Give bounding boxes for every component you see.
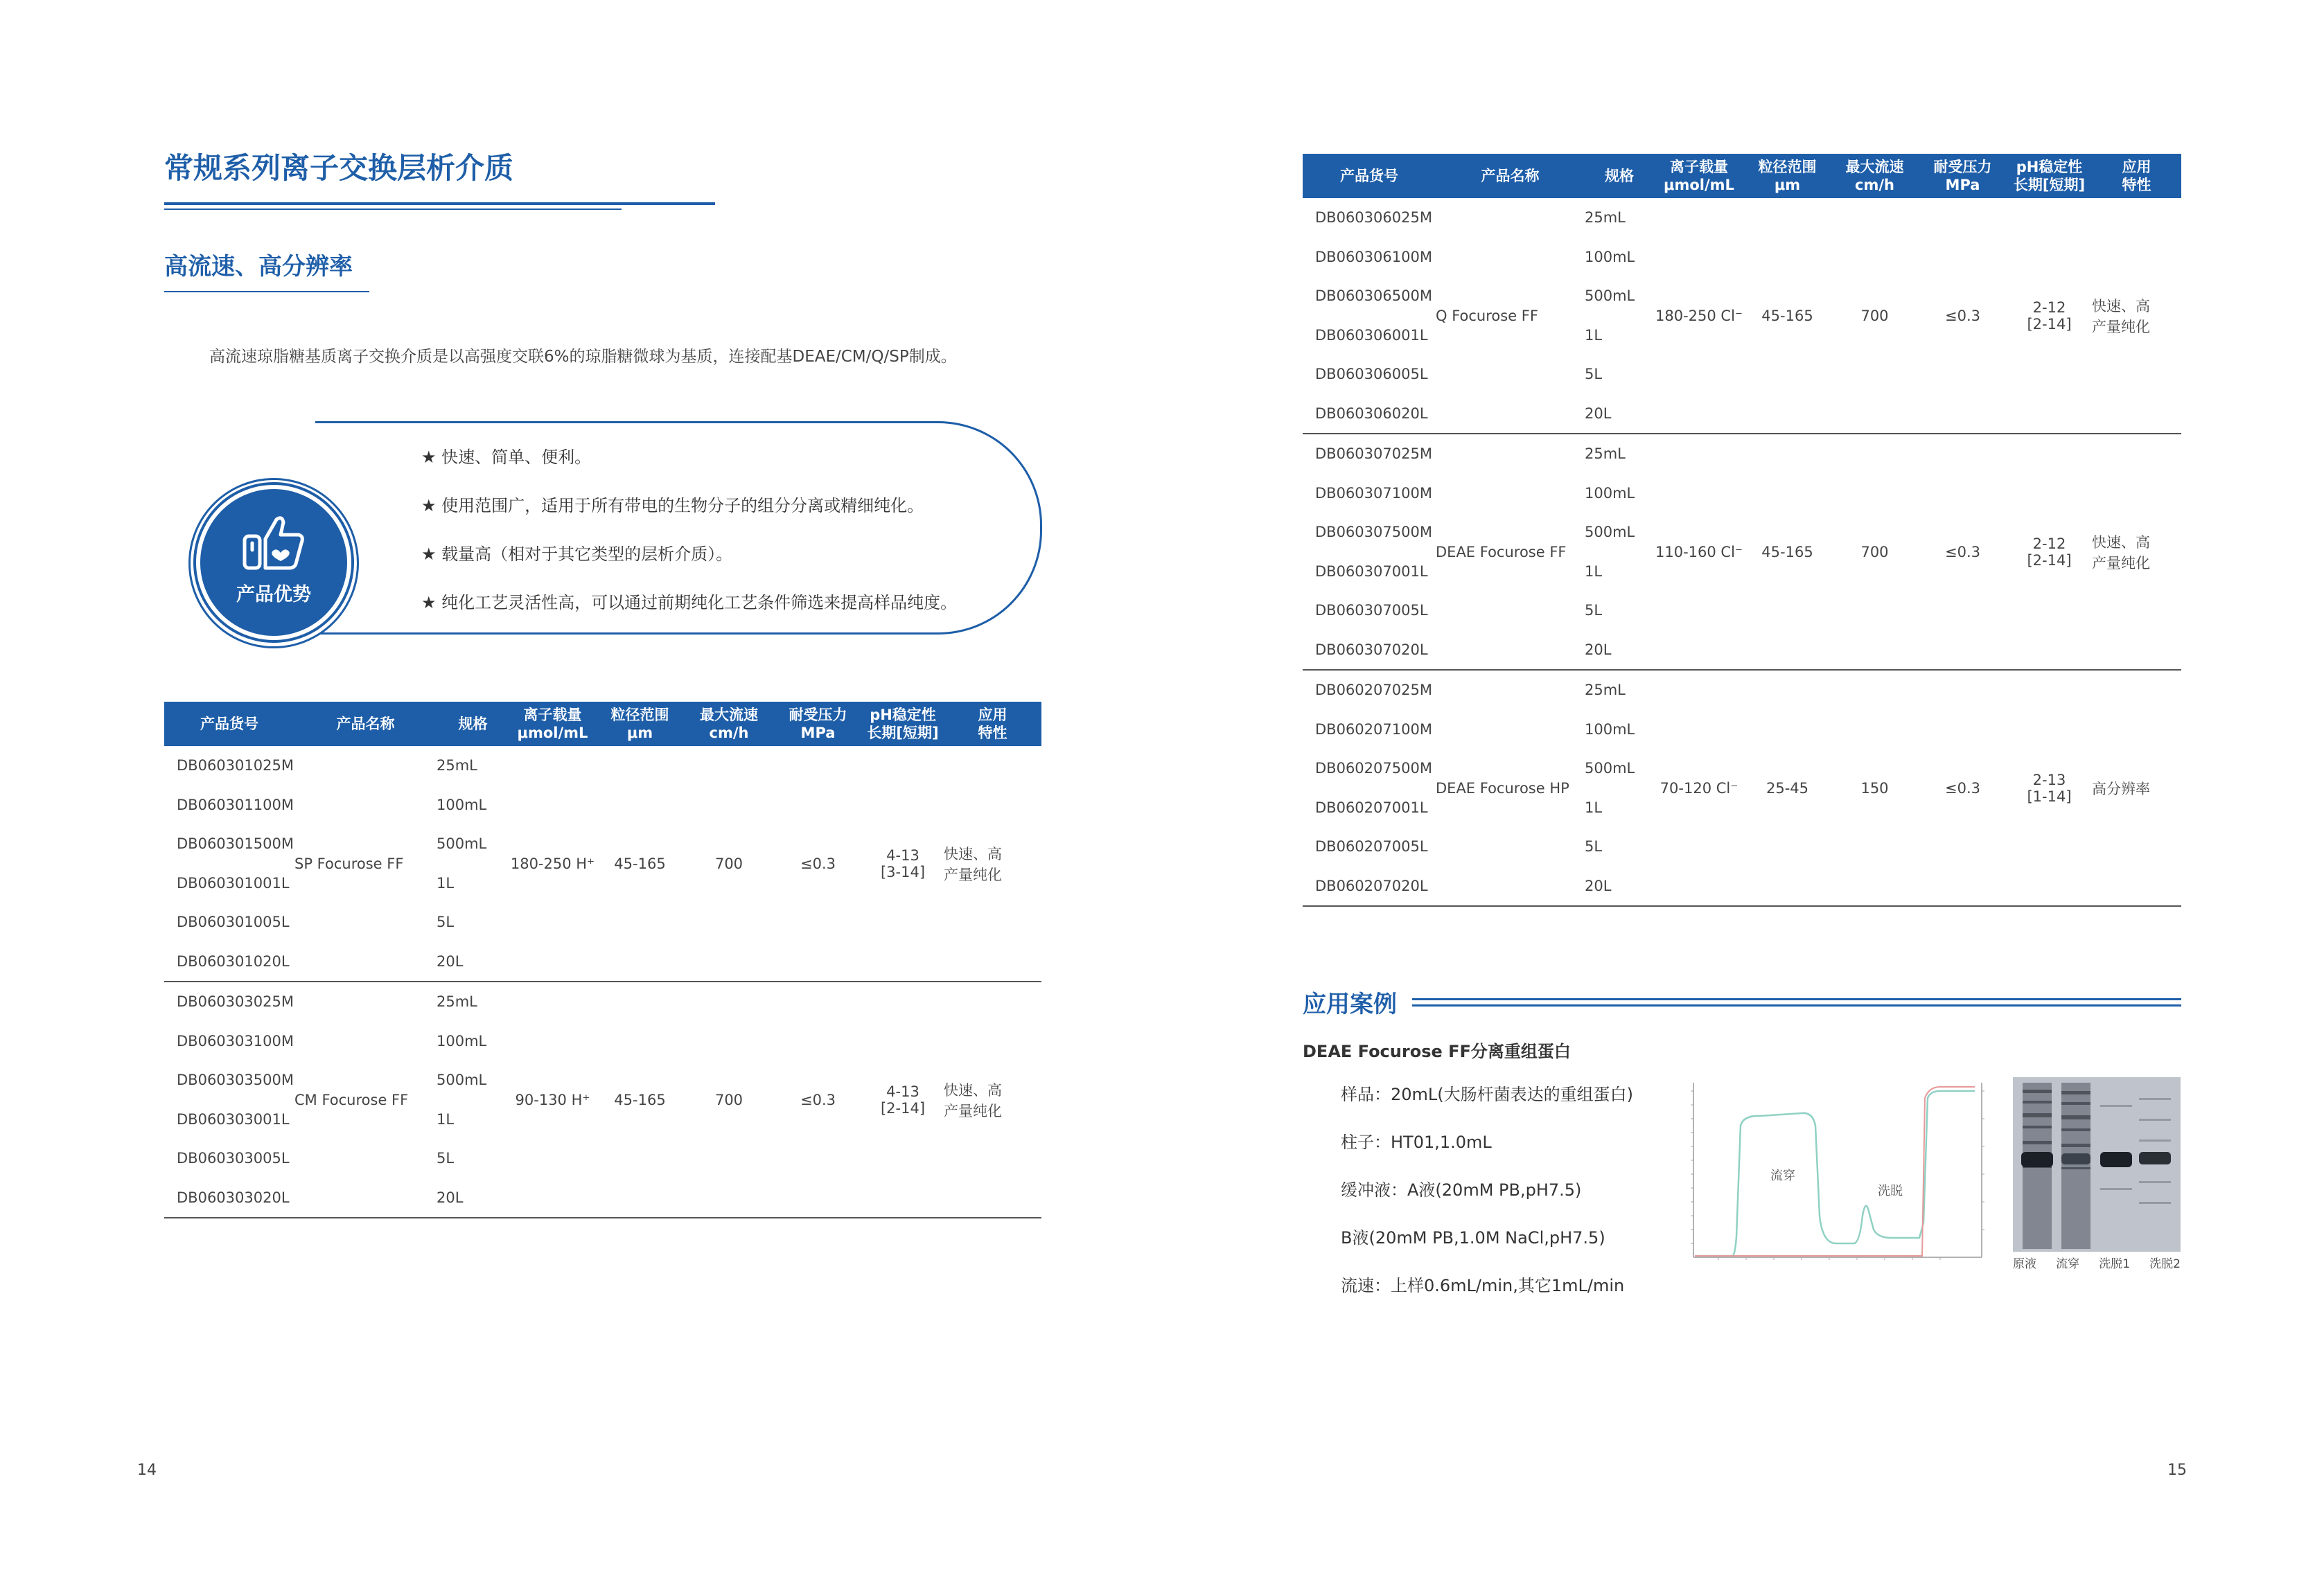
product-code: DB060307500M — [1315, 524, 1432, 541]
product-code: DB060306500M — [1315, 287, 1432, 305]
subtitle-underline — [164, 291, 369, 292]
column-header: 粒径范围 μm — [596, 702, 684, 746]
max-pressure: ≤0.3 — [1919, 434, 2007, 670]
detail-item: 缓冲液：A液(20mM PB,pH7.5) — [1341, 1180, 1582, 1200]
product-size: 25mL — [1585, 682, 1626, 699]
max-pressure: ≤0.3 — [774, 982, 862, 1218]
particle-size: 45-165 — [596, 982, 684, 1218]
application-rule — [1412, 1004, 2181, 1007]
ph-stability: 4-13 [3-14] — [862, 746, 944, 982]
product-size: 1L — [1585, 562, 1603, 580]
product-size: 100mL — [437, 796, 487, 813]
product-size: 100mL — [1585, 720, 1635, 738]
ph-stability: 2-12 [2-14] — [2007, 434, 2092, 670]
max-pressure: ≤0.3 — [1919, 670, 2007, 906]
product-code: DB060306001L — [1315, 326, 1428, 344]
product-code: DB060303005L — [177, 1150, 290, 1167]
chromatogram-ticks — [1691, 1091, 1984, 1260]
column-header: 产品名称 — [1436, 154, 1585, 198]
product-size: 20L — [1585, 867, 1654, 907]
product-code: DB060301005L — [177, 914, 290, 931]
advantages-list — [421, 443, 957, 637]
product-name: SP Focurose FF — [294, 746, 437, 982]
product-size: 100mL — [1585, 484, 1635, 502]
product-code: DB060303500M — [177, 1072, 294, 1089]
gel-lane-labels — [2013, 1254, 2181, 1271]
product-code: DB060307001L — [1315, 562, 1428, 580]
product-code: DB060303100M — [177, 1032, 294, 1049]
product-size: 1L — [437, 874, 455, 892]
product-code: DB060303025M — [177, 993, 294, 1011]
product-size: 20L — [1585, 630, 1654, 671]
product-code: DB060207100M — [1315, 720, 1432, 738]
product-name: DEAE Focurose FF — [1436, 434, 1585, 670]
particle-size: 45-165 — [1744, 434, 1831, 670]
column-header: pH稳定性 长期[短期] — [862, 702, 944, 746]
chromatogram — [1691, 1077, 1989, 1268]
product-name: DEAE Focurose HP — [1436, 670, 1585, 906]
title-underline — [164, 202, 715, 205]
page-title: 常规系列离子交换层析介质 — [164, 151, 514, 185]
application-details — [1341, 1081, 1633, 1320]
max-pressure: ≤0.3 — [774, 746, 862, 982]
page-number: 15 — [2167, 1462, 2187, 1479]
table-row — [1303, 198, 2181, 238]
product-code: DB060306100M — [1315, 248, 1432, 265]
particle-size: 45-165 — [1744, 198, 1831, 434]
product-code: DB060301001L — [177, 874, 290, 892]
product-size: 5L — [1585, 366, 1603, 383]
left-spec-table — [164, 702, 1041, 1218]
right-spec-table — [1303, 154, 2181, 907]
application-feature: 高分辨率 — [2092, 670, 2181, 906]
advantage-item: ★ 纯化工艺灵活性高，可以通过前期纯化工艺条件筛选来提高样品纯度。 — [421, 593, 958, 612]
product-size: 20L — [1585, 394, 1654, 434]
product-size: 500mL — [437, 1072, 487, 1089]
max-flow: 150 — [1831, 670, 1919, 906]
gel-lane-label: 洗脱1 — [2099, 1257, 2131, 1271]
product-code: DB060306005L — [1315, 366, 1428, 383]
thumbs-up-icon — [240, 510, 307, 576]
title-underline-thin — [164, 209, 622, 210]
column-header: 耐受压力 MPa — [774, 702, 862, 746]
ph-stability: 2-12 [2-14] — [2007, 198, 2092, 434]
product-code: DB060307020L — [1303, 630, 1436, 671]
ph-stability: 2-13 [1-14] — [2007, 670, 2092, 906]
column-header: 最大流速 cm/h — [684, 702, 774, 746]
max-flow: 700 — [1831, 198, 1919, 434]
table-header — [164, 702, 1041, 746]
elution-label: 洗脱 — [1878, 1184, 1903, 1198]
ion-capacity: 70-120 Cl⁻ — [1654, 670, 1744, 906]
column-header: 应用 特性 — [2092, 154, 2181, 198]
product-code: DB060303020L — [164, 1178, 294, 1218]
column-header: 应用 特性 — [944, 702, 1041, 746]
ion-capacity: 90-130 H⁺ — [509, 982, 596, 1218]
product-size: 500mL — [1585, 287, 1635, 305]
product-code: DB060207500M — [1315, 760, 1432, 777]
product-code: DB060207025M — [1315, 682, 1432, 699]
product-code: DB060303001L — [177, 1110, 290, 1128]
max-flow: 700 — [1831, 434, 1919, 670]
product-code: DB060207020L — [1303, 867, 1436, 907]
advantage-item: ★ 使用范围广，适用于所有带电的生物分子的组分分离或精细纯化。 — [421, 496, 924, 515]
gel-bands — [2013, 1077, 2181, 1252]
table-row — [1303, 434, 2181, 474]
max-pressure: ≤0.3 — [1919, 198, 2007, 434]
product-size: 5L — [1585, 838, 1603, 855]
detail-item: B液(20mM PB,1.0M NaCl,pH7.5) — [1341, 1228, 1605, 1248]
product-code: DB060207001L — [1315, 799, 1428, 816]
table-row — [164, 746, 1041, 786]
gel-lane-label: 原液 — [2013, 1257, 2036, 1271]
product-size: 1L — [1585, 326, 1603, 344]
product-size: 5L — [437, 1150, 455, 1167]
particle-size: 25-45 — [1744, 670, 1831, 906]
table-header — [1303, 154, 2181, 198]
product-name: CM Focurose FF — [294, 982, 437, 1218]
page-number: 14 — [137, 1462, 157, 1479]
product-code: DB060307005L — [1315, 602, 1428, 619]
detail-item: 流速：上样0.6mL/min,其它1mL/min — [1341, 1276, 1625, 1295]
gel-lane-label: 流穿 — [2056, 1257, 2080, 1271]
uv-trace — [1695, 1091, 1975, 1256]
product-size: 500mL — [1585, 524, 1635, 541]
ion-capacity: 180-250 H⁺ — [509, 746, 596, 982]
max-flow: 700 — [684, 982, 774, 1218]
product-size: 500mL — [437, 835, 487, 853]
particle-size: 45-165 — [596, 746, 684, 982]
column-header: 离子载量 μmol/mL — [509, 702, 596, 746]
advantage-item: ★ 快速、简单、便利。 — [421, 447, 592, 467]
product-size: 100mL — [437, 1032, 487, 1049]
product-size: 100mL — [1585, 248, 1635, 265]
application-feature: 快速、高 产量纯化 — [944, 982, 1041, 1218]
column-header: 产品货号 — [164, 702, 294, 746]
product-code: DB060307025M — [1315, 445, 1432, 463]
max-flow: 700 — [684, 746, 774, 982]
column-header: pH稳定性 长期[短期] — [2007, 154, 2092, 198]
column-header: 耐受压力 MPa — [1919, 154, 2007, 198]
product-size: 20L — [437, 942, 509, 982]
application-feature: 快速、高 产量纯化 — [2092, 434, 2181, 670]
advantage-item: ★ 载量高（相对于其它类型的层析介质）。 — [421, 544, 733, 564]
product-code: DB060301020L — [164, 942, 294, 982]
product-size: 25mL — [1585, 209, 1626, 227]
column-header: 粒径范围 μm — [1744, 154, 1831, 198]
application-subtitle: DEAE Focurose FF分离重组蛋白 — [1303, 1042, 1571, 1061]
table-row — [164, 982, 1041, 1022]
application-title: 应用案例 — [1303, 991, 1397, 1018]
product-code: DB060301100M — [177, 796, 294, 813]
column-header: 离子载量 μmol/mL — [1654, 154, 1744, 198]
flowthrough-label: 流穿 — [1770, 1169, 1795, 1183]
ion-capacity: 180-250 Cl⁻ — [1654, 198, 1744, 434]
sds-page-gel — [2013, 1077, 2181, 1252]
product-size: 5L — [1585, 602, 1603, 619]
table-row — [1303, 670, 2181, 710]
product-code: DB060307100M — [1315, 484, 1432, 502]
column-header: 规格 — [1585, 154, 1654, 198]
advantages-label: 产品优势 — [236, 584, 311, 605]
product-size: 1L — [1585, 799, 1603, 816]
product-size: 1L — [437, 1110, 455, 1128]
intro-paragraph: 高流速琼脂糖基质离子交换介质是以高强度交联6%的琼脂糖微球为基质，连接配基DEAE/CM/Q/SP制成。 — [209, 348, 957, 366]
application-feature: 快速、高 产量纯化 — [944, 746, 1041, 982]
detail-item: 样品：20mL(大肠杆菌表达的重组蛋白) — [1341, 1085, 1634, 1104]
product-code: DB060207005L — [1315, 838, 1428, 855]
product-code: DB060301025M — [177, 757, 294, 774]
column-header: 产品货号 — [1303, 154, 1436, 198]
product-size: 25mL — [1585, 445, 1626, 463]
product-name: Q Focurose FF — [1436, 198, 1585, 434]
column-header: 最大流速 cm/h — [1831, 154, 1919, 198]
ion-capacity: 110-160 Cl⁻ — [1654, 434, 1744, 670]
product-code: DB060306025M — [1315, 209, 1432, 227]
advantages-badge — [196, 485, 351, 640]
ph-stability: 4-13 [2-14] — [862, 982, 944, 1218]
product-code: DB060301500M — [177, 835, 294, 853]
product-size: 500mL — [1585, 760, 1635, 777]
product-code: DB060306020L — [1303, 394, 1436, 434]
product-size: 5L — [437, 914, 455, 931]
product-size: 20L — [437, 1178, 509, 1218]
application-rule — [1412, 998, 2181, 1000]
detail-item: 柱子：HT01,1.0mL — [1341, 1133, 1492, 1152]
application-feature: 快速、高 产量纯化 — [2092, 198, 2181, 434]
column-header: 规格 — [437, 702, 509, 746]
product-size: 25mL — [437, 757, 477, 774]
section-subtitle: 高流速、高分辨率 — [164, 253, 353, 281]
product-size: 25mL — [437, 993, 477, 1011]
column-header: 产品名称 — [294, 702, 437, 746]
gel-lane-label: 洗脱2 — [2149, 1257, 2181, 1271]
